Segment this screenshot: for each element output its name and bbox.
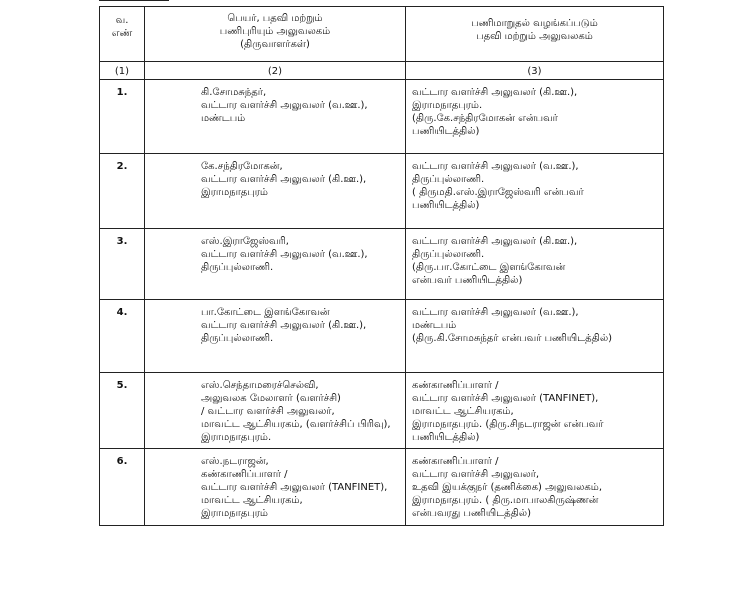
current-posting-cell: கே.சந்திரமோகன், வட்டார வளர்ச்சி அலுவலர் (கி.ஊ.), இராமநாதபுரம் <box>145 154 406 229</box>
table-row <box>100 154 664 229</box>
table-row <box>100 449 664 526</box>
employee-name: கே.சந்திரமோகன், <box>201 161 283 172</box>
serial-number: 1. <box>100 80 145 154</box>
current-posting-cell: எஸ்.செந்தாமரைச்செல்வி, அலுவலக மேலாளர் (வளர்ச்சி) / வட்டார வளர்ச்சி அலுவலர், மாவட்ட ஆட்சியரகம், (வளர்ச்சிப் பிரிவு), இராமநாதபுரம். <box>145 373 406 449</box>
employee-name: எஸ்.இராஜேஸ்வரி, <box>201 236 289 247</box>
current-posting-cell: எஸ்.இராஜேஸ்வரி, வட்டார வளர்ச்சி அலுவலர் (வ.ஊ.), திருப்புல்லாணி. <box>145 229 406 300</box>
employee-name: கி.சோமசுந்தர், <box>201 87 267 98</box>
top-rule-fragment <box>99 0 169 1</box>
header-row <box>100 7 664 62</box>
header-serial-number: வ. எண் <box>100 7 145 62</box>
transfer-posting-cell: வட்டார வளர்ச்சி அலுவலர் (கி.ஊ.), இராமநாதபுரம். (திரு.கே.சந்திரமோகன் என்பவர் பணியிடத்தில்) <box>406 80 664 154</box>
column-number-2: (2) <box>145 62 406 80</box>
employee-name: பா.கோட்டை இளங்கோவன் <box>201 307 330 318</box>
employee-name: எஸ்.நடராஜன், <box>201 456 269 467</box>
serial-number: 4. <box>100 300 145 373</box>
transfer-posting-cell: வட்டார வளர்ச்சி அலுவலர் (வ.ஊ.), திருப்புல்லாணி. ( திருமதி.எஸ்.இராஜேஸ்வரி என்பவர் பணியிடத்தில்) <box>406 154 664 229</box>
table-row <box>100 80 664 154</box>
column-number-row <box>100 62 664 80</box>
transfer-order-table <box>99 6 664 526</box>
serial-number: 3. <box>100 229 145 300</box>
column-number-3: (3) <box>406 62 664 80</box>
current-posting-cell: கி.சோமசுந்தர், வட்டார வளர்ச்சி அலுவலர் (வ.ஊ.), மண்டபம் <box>145 80 406 154</box>
table-row <box>100 229 664 300</box>
current-posting-cell: எஸ்.நடராஜன், கண்காணிப்பாளர் / வட்டார வளர்ச்சி அலுவலர் (TANFINET), மாவட்ட ஆட்சியரகம், இராமநாதபுரம் <box>145 449 406 526</box>
serial-number: 5. <box>100 373 145 449</box>
current-posting-cell: பா.கோட்டை இளங்கோவன் வட்டார வளர்ச்சி அலுவலர் (கி.ஊ.), திருப்புல்லாணி. <box>145 300 406 373</box>
serial-number: 2. <box>100 154 145 229</box>
header-name-designation: பெயர், பதவி மற்றும் பணிபுரியும் அலுவலகம் (திருவாளர்கள்) <box>145 7 406 62</box>
header-transfer-posting: பணிமாறுதல் வழங்கப்படும் பதவி மற்றும் அலுவலகம் <box>406 7 664 62</box>
column-number-1: (1) <box>100 62 145 80</box>
transfer-posting-cell: வட்டார வளர்ச்சி அலுவலர் (வ.ஊ.), மண்டபம் (திரு.கி.சோமசுந்தர் என்பவர் பணியிடத்தில்) <box>406 300 664 373</box>
transfer-posting-cell: கண்காணிப்பாளர் / வட்டார வளர்ச்சி அலுவலர், உதவி இயக்குநர் (தணிக்கை) அலுவலகம், இராமநாதபுரம். ( திரு.மாபாலகிருஷ்ணன் என்பவரது பணியிடத்தில்) <box>406 449 664 526</box>
table-row <box>100 300 664 373</box>
transfer-posting-cell: வட்டார வளர்ச்சி அலுவலர் (கி.ஊ.), திருப்புல்லாணி. (திரு.பா.கோட்டை இளங்கோவன் என்பவர் பணியிடத்தில்) <box>406 229 664 300</box>
employee-name: எஸ்.செந்தாமரைச்செல்வி, <box>201 380 319 391</box>
serial-number: 6. <box>100 449 145 526</box>
table-row <box>100 373 664 449</box>
transfer-posting-cell: கண்காணிப்பாளர் / வட்டார வளர்ச்சி அலுவலர் (TANFINET), மாவட்ட ஆட்சியரகம், இராமநாதபுரம். (திரு.சிநடராஜன் என்பவர் பணியிடத்தில்) <box>406 373 664 449</box>
